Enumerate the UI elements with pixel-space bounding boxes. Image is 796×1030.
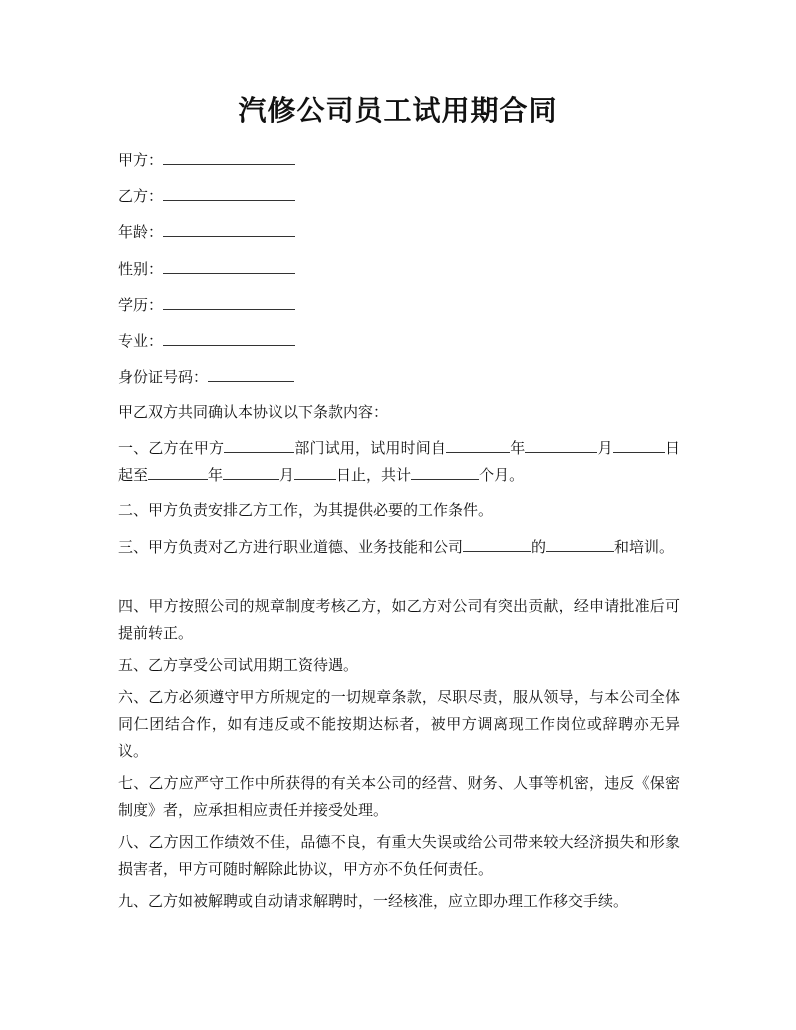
age-label: 年龄： bbox=[118, 223, 164, 241]
party-b-blank bbox=[163, 186, 295, 201]
clause-3-text-3: 和培训。 bbox=[614, 538, 675, 556]
clause-1-text-2: 部门试用，试用时间自 bbox=[294, 439, 447, 457]
clause-1 bbox=[118, 435, 680, 489]
clause-1-text-6: 年 bbox=[208, 466, 224, 484]
education-label: 学历： bbox=[118, 296, 164, 314]
id-number-blank bbox=[208, 367, 294, 382]
education-blank bbox=[163, 295, 295, 310]
clause-1-text-8: 日止，共计 bbox=[336, 466, 412, 484]
clause-8: 八、乙方因工作绩效不佳，品德不良，有重大失误或给公司带来较大经济损失和形象损害者，甲方可随时解除此协议，甲方亦不负任何责任。 bbox=[118, 833, 680, 878]
party-b-field bbox=[118, 186, 295, 206]
start-day-blank bbox=[613, 438, 665, 453]
party-a-field bbox=[118, 150, 295, 170]
clause-1-text-4: 月 bbox=[597, 439, 613, 457]
clause-1-text-3: 年 bbox=[510, 439, 526, 457]
end-month-blank bbox=[223, 465, 279, 480]
end-year-blank bbox=[148, 465, 208, 480]
clause-5: 五、乙方享受公司试用期工资待遇。 bbox=[118, 656, 359, 674]
clause-1-text-7: 月 bbox=[279, 466, 295, 484]
clause-1-text-1: 一、乙方在甲方 bbox=[118, 439, 225, 457]
start-year-blank bbox=[446, 438, 510, 453]
party-a-label: 甲方： bbox=[118, 151, 164, 169]
clause-3-text-1: 三、甲方负责对乙方进行职业道德、业务技能和公司 bbox=[118, 538, 464, 556]
major-label: 专业： bbox=[118, 332, 164, 350]
clause-3 bbox=[118, 534, 680, 561]
clause-1-text-9: 个月。 bbox=[479, 466, 525, 484]
clause-2: 二、甲方负责安排乙方工作，为其提供必要的工作条件。 bbox=[118, 501, 494, 519]
id-number-label: 身份证号码： bbox=[118, 368, 209, 386]
intro-paragraph: 甲乙双方共同确认本协议以下条款内容： bbox=[118, 403, 389, 421]
major-blank bbox=[163, 331, 295, 346]
end-day-blank bbox=[294, 465, 336, 480]
clause-1-text-5: 日起至 bbox=[118, 439, 680, 484]
party-a-blank bbox=[163, 150, 295, 165]
education-field bbox=[118, 295, 295, 315]
department-blank bbox=[224, 438, 294, 453]
start-month-blank bbox=[525, 438, 597, 453]
age-blank bbox=[163, 222, 295, 237]
total-months-blank bbox=[411, 465, 479, 480]
age-field bbox=[118, 222, 295, 242]
major-field bbox=[118, 331, 295, 351]
clause-6: 六、乙方必须遵守甲方所规定的一切规章条款，尽职尽责，服从领导，与本公司全体同仁团结合作，如有违反或不能按期达标者，被甲方调离现工作岗位或辞聘亦无异议。 bbox=[118, 688, 680, 760]
clause-4: 四、甲方按照公司的规章制度考核乙方，如乙方对公司有突出贡献，经申请批准后可提前转正。 bbox=[118, 597, 680, 642]
gender-label: 性别： bbox=[118, 260, 164, 278]
clause-7: 七、乙方应严守工作中所获得的有关本公司的经营、财务、人事等机密，违反《保密制度》者，应承担相应责任并接受处理。 bbox=[118, 774, 680, 819]
party-b-label: 乙方： bbox=[118, 187, 164, 205]
clause-3-text-2: 的 bbox=[531, 538, 547, 556]
training-subject-blank bbox=[463, 537, 531, 552]
document-title: 汽修公司员工试用期合同 bbox=[238, 94, 558, 127]
training-content-blank bbox=[546, 537, 614, 552]
clause-9: 九、乙方如被解聘或自动请求解聘时，一经核准，应立即办理工作移交手续。 bbox=[118, 892, 629, 910]
gender-blank bbox=[163, 259, 295, 274]
id-number-field bbox=[118, 367, 294, 387]
gender-field bbox=[118, 259, 295, 279]
